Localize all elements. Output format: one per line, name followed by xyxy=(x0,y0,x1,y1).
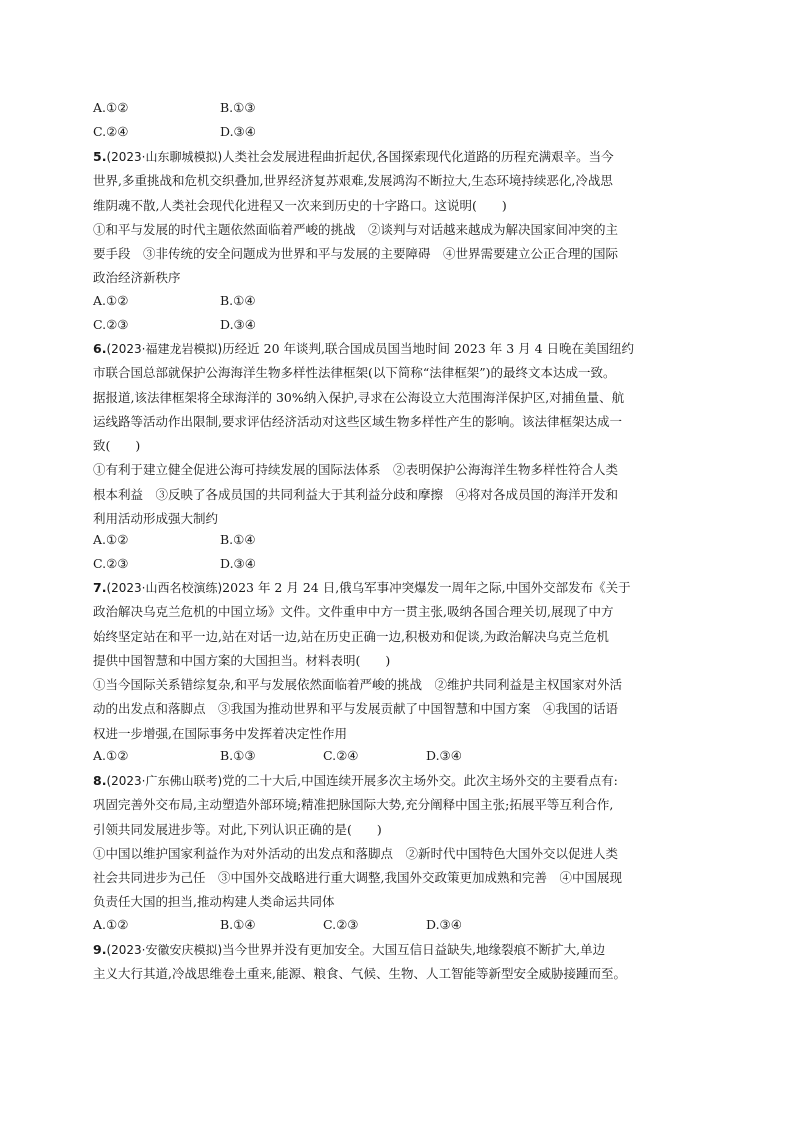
option-b: B.①③ xyxy=(220,748,256,763)
option-c: C.②③ xyxy=(323,917,359,932)
question-stem-line: 8.(2023·广东佛山联考)党的二十大后,中国连续开展多次主场外交。此次主场外交的主要看点有: xyxy=(93,773,618,788)
question-number: 8. xyxy=(93,773,107,788)
question-9 xyxy=(93,938,711,987)
statement-line: ①和平与发展的时代主题依然面临着严峻的挑战 ②谈判与对话越来越成为解决国家间冲突的主 xyxy=(93,221,619,237)
question-stem-line: 7.(2023·山西名校演练)2023 年 2 月 24 日,俄乌军事冲突爆发一周年之际,中国外交部发布《关于 xyxy=(93,580,631,595)
option-a: A.①② xyxy=(93,100,129,115)
option-c: C.②③ xyxy=(93,317,129,332)
question-source: (2023·山东聊城模拟) xyxy=(106,150,223,164)
option-d: D.③④ xyxy=(220,317,256,332)
statement-line: ①有利于建立健全促进公海可持续发展的国际法体系 ②表明保护公海海洋生物多样性符合人类 xyxy=(93,462,619,478)
question-stem-line: 5.(2023·山东聊城模拟)人类社会发展进程曲折起伏,各国探索现代化道路的历程充满艰辛。当今 xyxy=(93,149,614,164)
question-7 xyxy=(93,576,711,746)
statement-line: 负责任大国的担当,推动构建人类命运共同体 xyxy=(93,894,335,910)
option-d: D.③④ xyxy=(220,124,256,139)
option-a: A.①② xyxy=(93,532,129,547)
question-source: (2023·广东佛山联考) xyxy=(106,774,223,788)
option-d: D.③④ xyxy=(426,917,462,932)
question-stem-line: 始终坚定站在和平一边,站在对话一边,站在历史正确一边,积极劝和促谈,为政治解决乌克兰危机 xyxy=(93,628,609,644)
question-source: (2023·福建龙岩模拟) xyxy=(106,342,223,356)
question-source: (2023·山西名校演练) xyxy=(106,581,223,595)
question-8 xyxy=(93,769,711,915)
question-number: 9. xyxy=(93,942,107,957)
question-source: (2023·安徽安庆模拟) xyxy=(106,943,223,957)
question-number: 7. xyxy=(93,580,107,595)
question-stem-line: 政治解决乌克兰危机的中国立场》文件。文件重申中方一贯主张,吸纳各国合理关切,展现了中方 xyxy=(93,604,614,620)
option-a: A.①② xyxy=(93,293,129,308)
question-stem-line: 维阴魂不散,人类社会现代化进程又一次来到历史的十字路口。这说明( ) xyxy=(93,197,507,213)
question-stem-line: 引领共同发展进步等。对此,下列认识正确的是( ) xyxy=(93,821,382,837)
question-stem-line: 据报道,该法律框架将全球海洋的 30%纳入保护,寻求在公海设立大范围海洋保护区,对捕鱼量、航 xyxy=(93,389,625,405)
statement-line: ①中国以维护国家利益作为对外活动的出发点和落脚点 ②新时代中国特色大国外交以促进人类 xyxy=(93,845,619,861)
question-number: 5. xyxy=(93,149,107,164)
statement-line: 社会共同进步为己任 ③中国外交战略进行重大调整,我国外交政策更加成熟和完善 ④中国展现 xyxy=(93,870,622,886)
statement-line: 权进一步增强,在国际事务中发挥着决定性作用 xyxy=(93,725,347,741)
statement-line: ①当今国际关系错综复杂,和平与发展依然面临着严峻的挑战 ②维护共同利益是主权国家对外活 xyxy=(93,677,622,693)
statement-line: 根本利益 ③反映了各成员国的共同利益大于其利益分歧和摩擦 ④将对各成员国的海洋开发和 xyxy=(93,486,619,502)
option-c: C.②④ xyxy=(323,748,359,763)
question-stem-line: 主义大行其道,冷战思维卷土重来,能源、粮食、气候、生物、人工智能等新型安全威胁接踵而至。 xyxy=(93,966,626,982)
question-stem-line: 巩固完善外交布局,主动塑造外部环境;精准把脉国际大势,充分阐释中国主张;拓展平等互利合作, xyxy=(93,797,614,813)
option-b: B.①④ xyxy=(220,917,256,932)
question-stem-line: 提供中国智慧和中国方案的大国担当。材料表明( ) xyxy=(93,652,391,668)
option-a: A.①② xyxy=(93,748,129,763)
option-b: B.①④ xyxy=(220,532,256,547)
question-6 xyxy=(93,337,711,531)
question-stem-line: 市联合国总部就保护公海海洋生物多样性法律框架(以下简称“法律框架”)的最终文本达成一致。 xyxy=(93,365,616,381)
question-5 xyxy=(93,145,711,291)
statement-line: 动的出发点和落脚点 ③我国为推动世界和平与发展贡献了中国智慧和中国方案 ④我国的话语 xyxy=(93,701,619,717)
question-stem-line: 6.(2023·福建龙岩模拟)历经近 20 年谈判,联合国成员国当地时间 2023 年 3 月 4 日晚在美国纽约 xyxy=(93,341,635,356)
option-a: A.①② xyxy=(93,917,129,932)
option-b: B.①④ xyxy=(220,293,256,308)
statement-line: 利用活动形成强大制约 xyxy=(93,511,219,527)
option-d: D.③④ xyxy=(426,748,462,763)
statement-line: 政治经济新秩序 xyxy=(93,270,181,286)
question-stem-line: 9.(2023·安徽安庆模拟)当今世界并没有更加安全。大国互信日益缺失,地缘裂痕不断扩大,单边 xyxy=(93,942,606,957)
question-stem-line: 运线路等活动作出限制,要求评估经济活动对这些区域生物多样性产生的影响。该法律框架达成一 xyxy=(93,413,622,429)
question-stem-line: 致( ) xyxy=(93,438,141,454)
statement-line: 要手段 ③非传统的安全问题成为世界和平与发展的主要障碍 ④世界需要建立公正合理的国际 xyxy=(93,246,619,262)
option-b: B.①③ xyxy=(220,100,256,115)
question-stem-line: 世界,多重挑战和危机交织叠加,世界经济复苏艰难,发展鸿沟不断拉大,生态环境持续恶化,冷战思 xyxy=(93,173,613,189)
option-c: C.②③ xyxy=(93,556,129,571)
option-c: C.②④ xyxy=(93,124,129,139)
question-number: 6. xyxy=(93,341,107,356)
option-d: D.③④ xyxy=(220,556,256,571)
